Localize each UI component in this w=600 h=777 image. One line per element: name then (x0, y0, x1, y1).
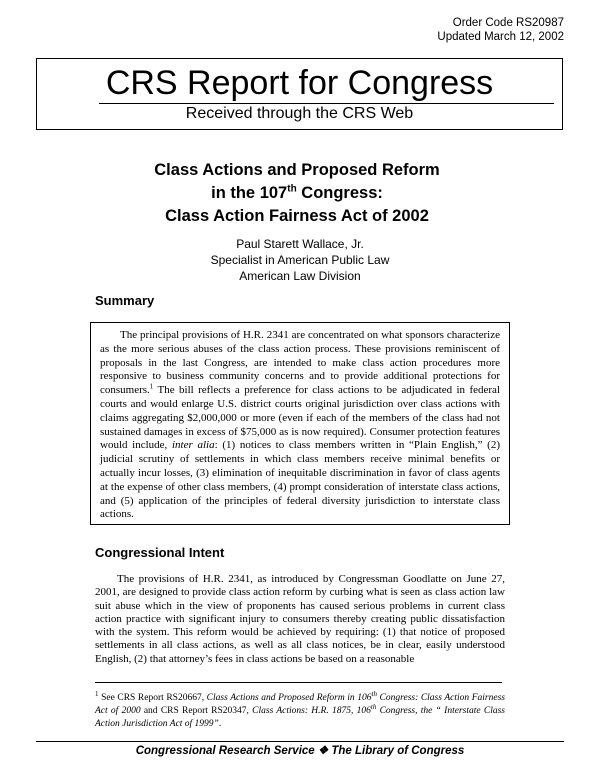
report-title (40, 159, 554, 228)
footnote-rule (95, 682, 502, 683)
masthead-subtitle: Received through the CRS Web (185, 105, 414, 122)
masthead-title: CRS Report for Congress (105, 64, 494, 102)
author-block (100, 236, 500, 284)
intent-heading: Congressional Intent (95, 545, 225, 560)
author-division: American Law Division (239, 269, 361, 283)
intent-text: The provisions of H.R. 2341, as introduced by Congressman Goodlatte on June 27, 2001, are designed to provide class action reform by curbing what is seen as class action law suit abuse which in the view of proponents has caused serious problems in current class action practice with significant injury to consumers thereby creating public dissatisfaction with the system. This reform would be achieved by requiring: (1) that notice of proposed settlements in all class actions, as well as all class notices, be in clear, easily understood English, (2) that attorney’s fees in class actions be based on a reasonable (95, 573, 505, 665)
title-line-2: in the 107th Congress: (211, 183, 383, 202)
summary-box (90, 322, 510, 525)
footnote-ref[interactable]: 1 (149, 382, 154, 391)
summary-heading: Summary (95, 293, 155, 308)
footnote: $^1$ See CRS Report RS20667, Class Actions and Proposed Reform in 106th Congress: Class Action Fairness Act of 2000 and CRS Report RS20347, Class Actions: H.R. 1875, 106th Congress, the “ Interstate Class Action Jurisdiction Act of 1999”. (95, 689, 505, 729)
masthead-box (36, 58, 563, 130)
order-code-block (264, 16, 564, 44)
summary-text: The principal provisions of H.R. 2341 are concentrated on what sponsors characterize as the more serious abuses of the class action process. These provisions reminiscent of proposals in the last Congress, are intended to make class action procedures more responsive to business community concerns and to provide additional protections for consumers.$^1$ The bill reflects a preference for class actions to be adjudicated in federal courts and would enlarge U.S. district courts original jurisdiction over class actions with claims aggregating $2,000,000 or more (even if each of the members of the class had not sustained damages in excess of $75,000 as is now required). Consumer protection features would include, inter alia: (1) notices to class members written in “Plain English,” (2) judicial scrutiny of settlements in which class members receive minimal benefits or actually incur losses, (3) elimination of inequitable discrimination in favor of class agents at the expense of other class members, (4) prompt consideration of interstate class actions, and (5) application of the principles of federal diversity jurisdiction to interstate class actions. (100, 329, 500, 521)
order-code: Order Code RS20987 (452, 17, 564, 29)
updated-date: Updated March 12, 2002 (437, 31, 564, 43)
author-role: Specialist in American Public Law (210, 253, 390, 267)
title-line-3: Class Action Fairness Act of 2002 (165, 207, 429, 225)
title-line-1: Class Actions and Proposed Reform (154, 161, 440, 179)
footer-rule (36, 741, 564, 742)
author-name: Paul Starett Wallace, Jr. (236, 237, 364, 251)
footer-text: Congressional Research Service ❖ The Library of Congress (135, 745, 465, 757)
